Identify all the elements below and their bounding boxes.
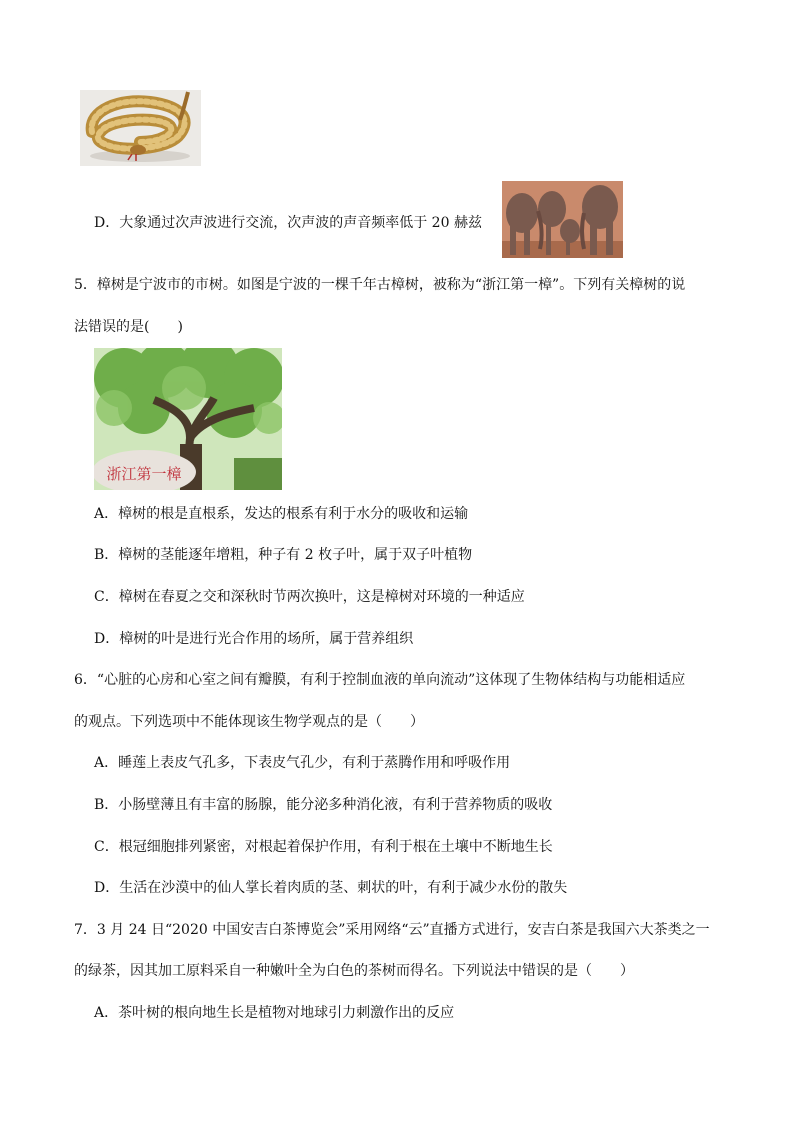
question-7-stem-line1: 7．3 月 24 日“2020 中国安吉白茶博览会”采用网络“云”直播方式进行，安吉白茶是我国六大茶类之一 bbox=[74, 922, 710, 938]
stone-inscription-text: 浙江第一樟 bbox=[106, 465, 182, 483]
question-7-stem-line2: 的绿茶，因其加工原料采自一种嫩叶全为白色的茶树而得名。下列说法中错误的是（ ） bbox=[74, 963, 634, 979]
question-5-option-a: A．樟树的根是直根系，发达的根系有利于水分的吸收和运输 bbox=[94, 506, 469, 522]
question-5-stem-line1: 5．樟树是宁波市的市树。如图是宁波的一棵千年古樟树，被称为“浙江第一樟”。下列有关樟树的说 bbox=[74, 277, 686, 293]
question-6-option-d: D．生活在沙漠中的仙人掌长着肉质的茎、刺状的叶，有利于减少水份的散失 bbox=[94, 880, 568, 896]
question-6-stem-line1: 6．“心脏的心房和心室之间有瓣膜，有利于控制血液的单向流动”这体现了生物体结构与功能相适应 bbox=[74, 672, 686, 688]
question-5-option-c: C．樟树在春夏之交和深秋时节两次换叶，这是樟树对环境的一种适应 bbox=[94, 589, 525, 605]
elephants-image bbox=[502, 181, 623, 258]
camphor-tree-image bbox=[94, 348, 282, 490]
question-6-option-b: B．小肠壁薄且有丰富的肠腺，能分泌多种消化液，有利于营养物质的吸收 bbox=[94, 797, 553, 813]
question-5-stem-line2: 法错误的是( ) bbox=[74, 319, 183, 335]
question-6-option-a: A．睡莲上表皮气孔多，下表皮气孔少，有利于蒸腾作用和呼吸作用 bbox=[94, 755, 511, 771]
question-6-stem-line2: 的观点。下列选项中不能体现该生物学观点的是（ ） bbox=[74, 714, 424, 730]
question-6-option-c: C．根冠细胞排列紧密，对根起着保护作用，有利于根在土壤中不断地生长 bbox=[94, 839, 553, 855]
question-5-option-d: D．樟树的叶是进行光合作用的场所，属于营养组织 bbox=[94, 631, 414, 647]
rattlesnake-image bbox=[80, 90, 201, 166]
option-d-elephant: D．大象通过次声波进行交流，次声波的声音频率低于 20 赫兹 bbox=[94, 215, 482, 231]
question-5-option-b: B．樟树的茎能逐年增粗，种子有 2 枚子叶，属于双子叶植物 bbox=[94, 547, 473, 563]
question-7-option-a: A．茶叶树的根向地生长是植物对地球引力刺激作出的反应 bbox=[94, 1005, 455, 1021]
